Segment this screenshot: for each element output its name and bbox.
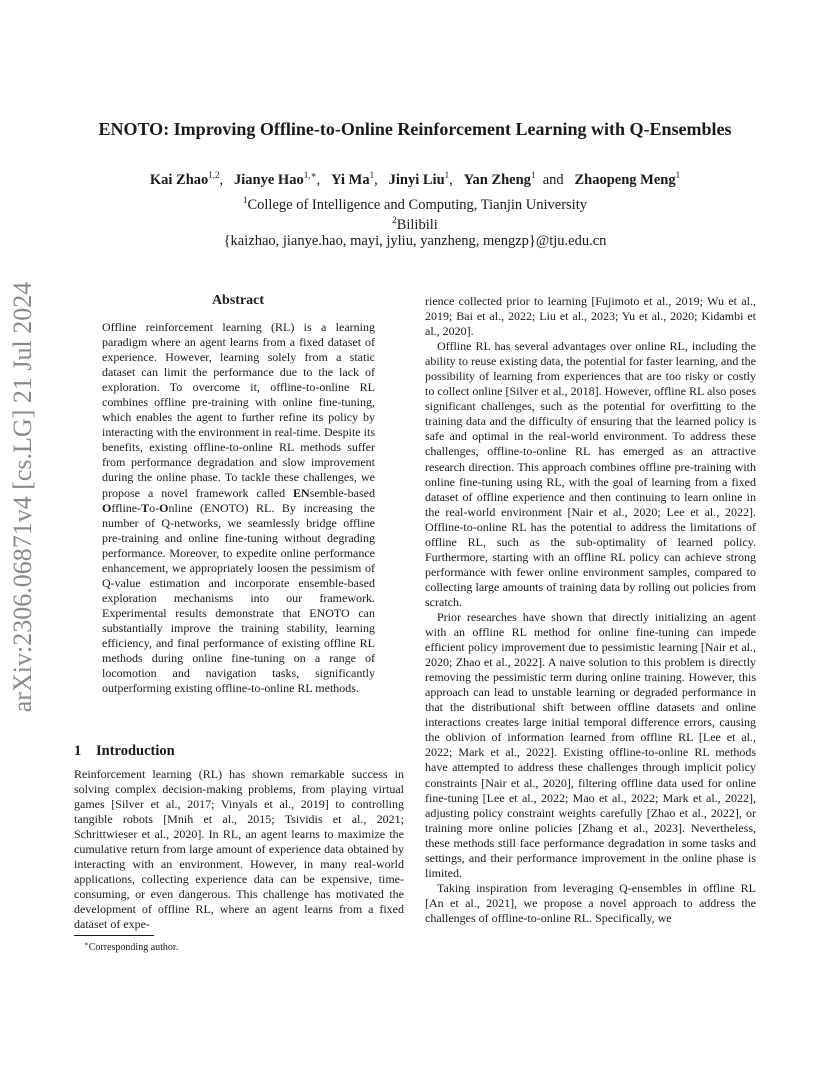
author-name: Zhaopeng Meng [574, 172, 676, 188]
author-affiliation-mark: 1 [444, 170, 450, 180]
affiliation-mark: 2 [392, 215, 397, 225]
section-title: Introduction [96, 743, 175, 759]
paper-title: ENOTO: Improving Offline-to-Online Reinforcement Learning with Q-Ensembles [98, 119, 732, 139]
author-name: Jinyi Liu [388, 172, 445, 188]
author-affiliation-mark: 1 [369, 170, 375, 180]
section-number: 1 [74, 743, 82, 759]
acronym-letter: O [102, 500, 112, 515]
author-list: Kai Zhao$^{1,2}$, Jianye Hao$^{1,∗}$, Yi Ma$^1$, Jinyi Liu$^1$, Yan Zheng$^1$ and Zhaopeng Meng$^1$ [149, 170, 681, 188]
footnote-mark: ∗ [84, 940, 89, 948]
abstract-text-part: o- [149, 500, 160, 515]
abstract-text-part: Offline reinforcement learning (RL) is a learning paradigm where an agent learns from a fixed dataset of experience. However, learning solely from a static dataset can limit the performance due to the lack of exploration. To overcome it, offline-to-online RL combines offline pre-training with online fine-tuning, which enables the agent to further refine its policy by interacting with the environment in real-time. Despite its benefits, existing offline-to-online RL methods suffer from performance degradation and slow improvement during the online phase. To tackle these challenges, we propose a novel framework called [102, 320, 375, 500]
affiliation-mark: 1 [242, 195, 248, 205]
body-paragraph: Offline RL has several advantages over online RL, including the ability to reuse existing data, the potential for faster learning, and the possibility of learning from experiences that are too risky or costly to collect online [Silver et al., 2018]. However, offline RL also poses significant challenges, such as the potential for overfitting to the training data and the difficulty of ensuring that the learned policy is safe and optimal in the real-world environment. To address these challenges, offline-to-online RL has emerged as an attractive research direction. This approach combines offline pre-training with online fine-tuning using RL, with the goal of learning from a fixed dataset of offline experience and then continuing to learn online in the real-world environment [Nair et al., 2020; Lee et al., 2022]. Offline-to-online RL has the potential to address the limitations of offline RL, such as the sub-optimality of learned policy. Furthermore, starting with an offline RL policy can achieve strong performance with fewer online environment samples, compared to collecting large amounts of training data by rolling out policies from scratch. [425, 339, 756, 609]
abstract-text-part: (ENOTO) RL. By increasing the number of Q-networks, we seamlessly bridge offline pre-training and online fine-tuning without degrading performance. Moreover, to expedite online performance enhancement, we appropriately loosen the pessimism of Q-value estimation and incorporate ensemble-based exploration mechanisms into our framework. Experimental results demonstrate that ENOTO can substantially improve the training stability, learning efficiency, and final performance of existing offline RL methods during online fine-tuning on a range of locomotion and navigation tasks, significantly outperforming existing offline-to-online RL methods. [102, 500, 375, 696]
author-name: Kai Zhao [149, 172, 209, 188]
abstract-heading: Abstract [211, 293, 265, 308]
author-name: Jianye Hao [234, 172, 304, 188]
body-paragraph: rience collected prior to learning [Fujimoto et al., 2019; Wu et al., 2019; Bai et al., 2022; Liu et al., 2023; Yu et al., 2020; Kidambi et al., 2020]. [425, 294, 756, 339]
right-column-text [425, 294, 756, 926]
affiliation-text: Bilibili [396, 217, 438, 233]
author-emails: {kaizhao, jianye.hao, mayi, jyliu, yanzheng, mengzp}@tju.edu.cn [223, 233, 607, 249]
author-affiliation-mark: 1,2 [208, 170, 220, 180]
body-paragraph: Reinforcement learning (RL) has shown remarkable success in solving complex decision-making problems, from playing virtual games [Silver et al., 2017; Vinyals et al., 2019] to controlling tangible robots [Mnih et al., 2015; Tsividis et al., 2021; Schrittwieser et al., 2020]. In RL, an agent learns to maximize the cumulative return from large amount of experience data obtained by interacting with an environment. However, in many real-world applications, collecting experience data can be expensive, time-consuming, or even dangerous. This challenge has motivated the development of offline RL, where an agent learns from a fixed dataset of expe- [74, 767, 404, 932]
author-affiliation-mark: 1 [675, 170, 681, 180]
acronym-letter: T [141, 500, 150, 515]
footnote-divider [74, 935, 154, 936]
abstract-text-part: semble-based [309, 485, 375, 500]
intro-paragraph [74, 767, 404, 933]
acronym-letter: EN [293, 485, 310, 500]
body-paragraph: Taking inspiration from leveraging Q-ensembles in offline RL [An et al., 2021], we propose a novel approach to address the challenges of offline-to-online RL. Specifically, we [425, 880, 756, 925]
author-affiliation-mark: 1 [530, 170, 536, 180]
abstract-text-part: nline [168, 500, 193, 515]
section-heading [74, 742, 404, 760]
footnote-text: Corresponding author. [88, 942, 179, 953]
footnote [84, 938, 404, 954]
author-name: Yi Ma [331, 172, 370, 188]
arxiv-identifier: arXiv:2306.06871v4 [cs.LG] 21 Jul 2024 [8, 281, 37, 713]
abstract-text [102, 320, 375, 696]
abstract-text-part: ffline- [111, 500, 142, 515]
affiliation-text: College of Intelligence and Computing, Tianjin University [247, 197, 587, 213]
acronym-letter: O [159, 500, 169, 515]
author-affiliation-mark: 1,∗ [303, 170, 317, 180]
author-name: Yan Zheng [463, 172, 531, 188]
body-paragraph: Prior researches have shown that directly initializing an agent with an offline RL method for online fine-tuning can impede efficient policy improvement due to pessimistic learning [Nair et al., 2020; Zhao et al., 2022]. A naive solution to this problem is directly removing the pessimistic term during online training. However, this approach can lead to unstable learning or degraded performance in that the distributional shift between offline datasets and online interactions creates large initial temporal difference errors, causing the oblivion of information learned from offline RL [Lee et al., 2022; Mark et al., 2022]. Existing offline-to-online RL methods have attempted to address these challenges through implicit policy constraints [Nair et al., 2020], filtering offline data used for online fine-tuning [Lee et al., 2022; Mao et al., 2022; Mark et al., 2022], adjusting policy constraint weights carefully [Zhao et al., 2022], or training more online policies [Zhang et al., 2023]. Nevertheless, these methods still face performance degradation in some tasks and settings, and their performance improvement in the online phase is limited. [425, 609, 756, 880]
